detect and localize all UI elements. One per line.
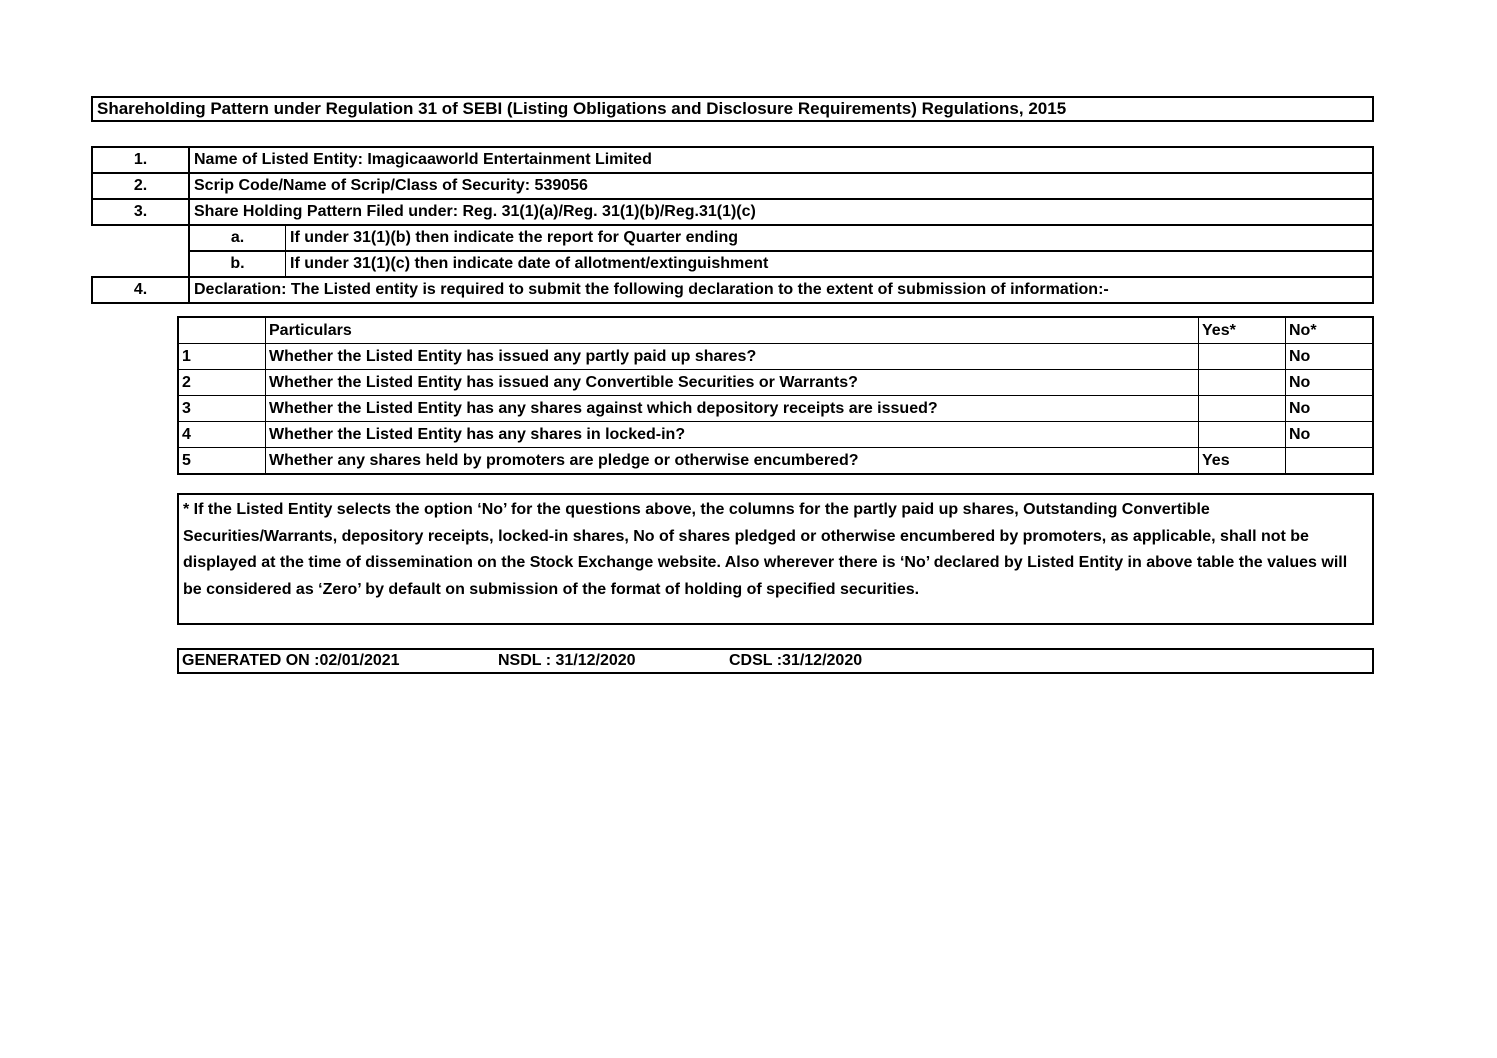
generated-on-text: GENERATED ON :02/01/2021 bbox=[182, 652, 400, 669]
info-row-number: 4. bbox=[92, 277, 189, 303]
info-row-sub-number: b. bbox=[189, 251, 286, 277]
row-no: No bbox=[1286, 370, 1374, 396]
info-row-3b bbox=[92, 251, 1373, 277]
row-yes bbox=[1199, 396, 1286, 422]
row-index: 3 bbox=[178, 396, 266, 422]
header-index bbox=[178, 317, 266, 344]
info-row-text: Name of Listed Entity: Imagicaaworld Entertainment Limited bbox=[189, 147, 1373, 173]
row-yes bbox=[1199, 422, 1286, 448]
info-row-text: Declaration: The Listed entity is required to submit the following declaration to the extent of submission of information:- bbox=[189, 277, 1373, 303]
row-particulars: Whether the Listed Entity has any shares in locked-in? bbox=[266, 422, 1199, 448]
row-yes bbox=[1199, 370, 1286, 396]
info-row-3a bbox=[92, 225, 1373, 251]
info-row-number: 1. bbox=[92, 147, 189, 173]
table-row bbox=[178, 422, 1373, 448]
info-row-number: 2. bbox=[92, 173, 189, 199]
info-row-1 bbox=[92, 147, 1373, 173]
table-row bbox=[178, 370, 1373, 396]
row-index: 4 bbox=[178, 422, 266, 448]
nsdl-date-text: NSDL : 31/12/2020 bbox=[498, 652, 636, 669]
row-no: No bbox=[1286, 344, 1374, 370]
info-row-text: If under 31(1)(c) then indicate date of allotment/extinguishment bbox=[286, 251, 1374, 277]
row-particulars: Whether any shares held by promoters are pledge or otherwise encumbered? bbox=[266, 448, 1199, 475]
row-particulars: Whether the Listed Entity has issued any partly paid up shares? bbox=[266, 344, 1199, 370]
info-row-2 bbox=[92, 173, 1373, 199]
row-index: 1 bbox=[178, 344, 266, 370]
info-row-text: Share Holding Pattern Filed under: Reg. 31(1)(a)/Reg. 31(1)(b)/Reg.31(1)(c) bbox=[189, 199, 1373, 225]
row-no: No bbox=[1286, 422, 1374, 448]
generation-info bbox=[177, 648, 1374, 674]
row-yes: Yes bbox=[1199, 448, 1286, 475]
header-no: No* bbox=[1286, 317, 1374, 344]
row-particulars: Whether the Listed Entity has issued any Convertible Securities or Warrants? bbox=[266, 370, 1199, 396]
info-row-text: If under 31(1)(b) then indicate the report for Quarter ending bbox=[286, 225, 1374, 251]
row-index: 5 bbox=[178, 448, 266, 475]
header-particulars: Particulars bbox=[266, 317, 1199, 344]
info-row-number: 3. bbox=[92, 199, 189, 225]
table-row bbox=[178, 344, 1373, 370]
header-yes: Yes* bbox=[1199, 317, 1286, 344]
row-particulars: Whether the Listed Entity has any shares against which depository receipts are issued? bbox=[266, 396, 1199, 422]
footnote-box: * If the Listed Entity selects the option ‘No’ for the questions above, the columns for the partly paid up shares, Outstanding Convertible Securities/Warrants, depository receipts, locked-in shares, No of shares pledged or otherwise encumbered by promoters, as applicable, shall not be displayed at the time of dissemination on the Stock Exchange website. Also wherever there is ‘No’ declared by Listed Entity in above table the values will be considered as ‘Zero’ by default on submission of the format of holding of specified securities. bbox=[177, 493, 1374, 625]
row-yes bbox=[1199, 344, 1286, 370]
row-index: 2 bbox=[178, 370, 266, 396]
info-row-4 bbox=[92, 277, 1373, 303]
info-row-number-empty bbox=[92, 251, 189, 277]
info-row-sub-number: a. bbox=[189, 225, 286, 251]
info-row-text: Scrip Code/Name of Scrip/Class of Security: 539056 bbox=[189, 173, 1373, 199]
row-no bbox=[1286, 448, 1374, 475]
declaration-header-row bbox=[178, 317, 1373, 344]
info-row-3 bbox=[92, 199, 1373, 225]
cdsl-date-text: CDSL :31/12/2020 bbox=[729, 652, 863, 669]
info-row-number-empty bbox=[92, 225, 189, 251]
declaration-table bbox=[177, 316, 1374, 475]
row-no: No bbox=[1286, 396, 1374, 422]
table-row bbox=[178, 448, 1373, 475]
document-title: Shareholding Pattern under Regulation 31 of SEBI (Listing Obligations and Disclosure Requirements) Regulations, 2015 bbox=[91, 96, 1374, 122]
table-row bbox=[178, 396, 1373, 422]
entity-info-table bbox=[91, 146, 1374, 304]
